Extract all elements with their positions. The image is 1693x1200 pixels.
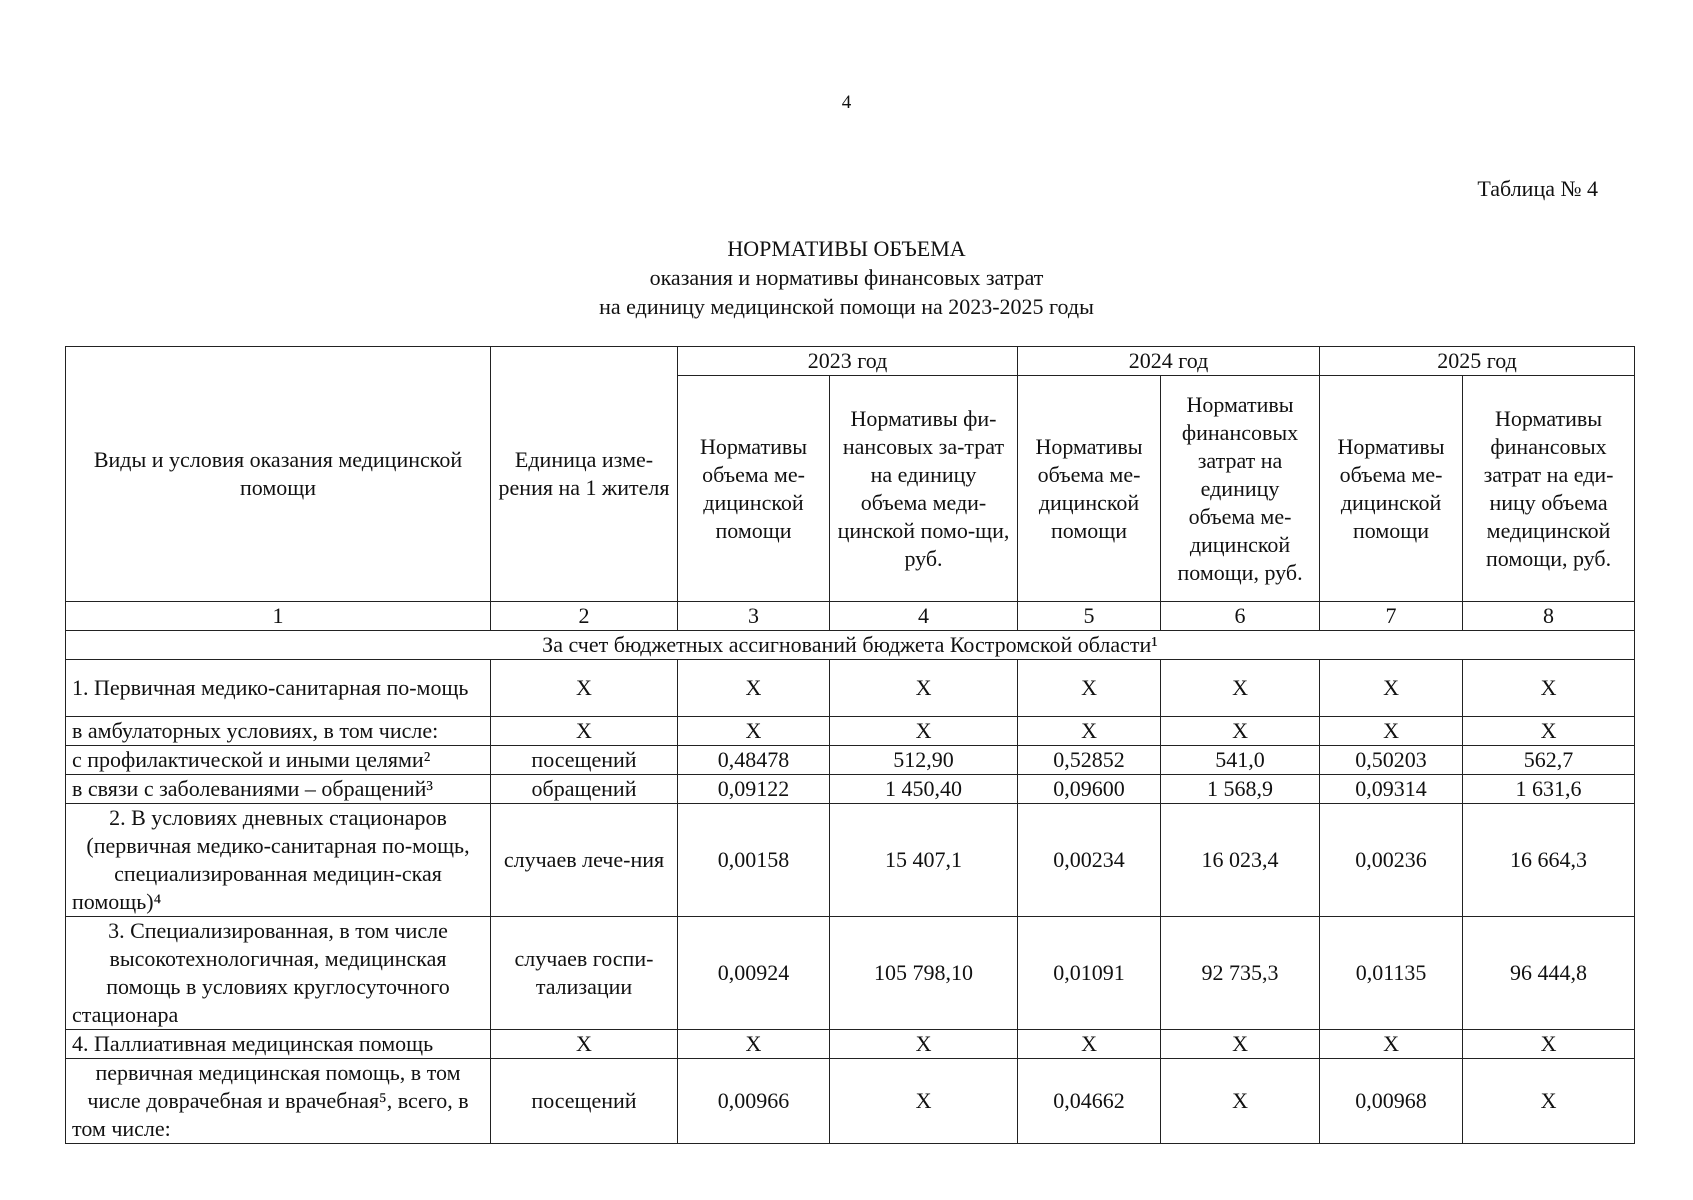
cell-volume-2025: 0,01135 <box>1320 917 1463 1030</box>
row-name: первичная медицинская помощь, в том числе доврачебная и врачебная⁵, всего, в том числе: <box>66 1059 491 1144</box>
cell-cost-2025: X <box>1463 1059 1635 1144</box>
norms-table <box>65 346 1635 1144</box>
table-row <box>66 775 1635 804</box>
row-name: в связи с заболеваниями – обращений³ <box>66 775 491 804</box>
cell-cost-2024: X <box>1161 1059 1320 1144</box>
header-kinds-of-care: Виды и условия оказания медицинской помощи <box>66 347 491 602</box>
column-number: 4 <box>830 602 1018 631</box>
table-row <box>66 917 1635 1030</box>
cell-unit: обращений <box>491 775 678 804</box>
column-number: 3 <box>678 602 830 631</box>
cell-volume-2023: X <box>678 717 830 746</box>
header-year-2024: 2024 год <box>1018 347 1320 376</box>
column-number: 6 <box>1161 602 1320 631</box>
cell-cost-2025: 1 631,6 <box>1463 775 1635 804</box>
row-name: с профилактической и иными целями² <box>66 746 491 775</box>
cell-volume-2024: X <box>1018 717 1161 746</box>
title-line-1: НОРМАТИВЫ ОБЪЕМА <box>727 236 966 261</box>
table-row <box>66 1059 1635 1144</box>
cell-unit: случаев лече-ния <box>491 804 678 917</box>
cell-unit: X <box>491 1030 678 1059</box>
document-title <box>0 234 1693 321</box>
cell-cost-2023: 15 407,1 <box>830 804 1018 917</box>
cell-volume-2025: X <box>1320 660 1463 717</box>
header-cost-2023: Нормативы фи-нансовых за-трат на единицу объема меди-цинской помо-щи, руб. <box>830 376 1018 602</box>
cell-volume-2023: 0,00924 <box>678 917 830 1030</box>
page-number: 4 <box>841 92 852 113</box>
cell-volume-2024: 0,04662 <box>1018 1059 1161 1144</box>
cell-cost-2024: X <box>1161 717 1320 746</box>
cell-cost-2023: 512,90 <box>830 746 1018 775</box>
cell-cost-2023: 1 450,40 <box>830 775 1018 804</box>
header-cost-2025: Нормативы финансовых затрат на еди-ницу объема медицинской помощи, руб. <box>1463 376 1635 602</box>
cell-unit: случаев госпи-тализации <box>491 917 678 1030</box>
cell-volume-2023: 0,48478 <box>678 746 830 775</box>
cell-volume-2024: 0,01091 <box>1018 917 1161 1030</box>
cell-cost-2023: X <box>830 660 1018 717</box>
cell-cost-2025: 16 664,3 <box>1463 804 1635 917</box>
header-year-2023: 2023 год <box>678 347 1018 376</box>
column-number: 1 <box>66 602 491 631</box>
table-row <box>66 804 1635 917</box>
header-row-years <box>66 347 1635 376</box>
cell-volume-2023: X <box>678 660 830 717</box>
header-year-2025: 2025 год <box>1320 347 1635 376</box>
cell-volume-2024: X <box>1018 1030 1161 1059</box>
cell-volume-2023: 0,00158 <box>678 804 830 917</box>
cell-volume-2025: 0,00236 <box>1320 804 1463 917</box>
cell-cost-2023: 105 798,10 <box>830 917 1018 1030</box>
table-row <box>66 717 1635 746</box>
cell-volume-2025: X <box>1320 1030 1463 1059</box>
cell-cost-2024: X <box>1161 660 1320 717</box>
cell-unit: посещений <box>491 1059 678 1144</box>
header-volume-2024: Нормативы объема ме-дицинской помощи <box>1018 376 1161 602</box>
cell-volume-2024: 0,52852 <box>1018 746 1161 775</box>
cell-cost-2024: 92 735,3 <box>1161 917 1320 1030</box>
table-row <box>66 1030 1635 1059</box>
header-volume-2025: Нормативы объема ме-дицинской помощи <box>1320 376 1463 602</box>
cell-cost-2025: X <box>1463 1030 1635 1059</box>
cell-cost-2024: 16 023,4 <box>1161 804 1320 917</box>
table-row <box>66 746 1635 775</box>
cell-volume-2024: 0,09600 <box>1018 775 1161 804</box>
cell-unit: посещений <box>491 746 678 775</box>
cell-cost-2023: X <box>830 717 1018 746</box>
header-unit: Единица изме-рения на 1 жителя <box>491 347 678 602</box>
section-row <box>66 631 1635 660</box>
cell-volume-2024: X <box>1018 660 1161 717</box>
section-title: За счет бюджетных ассигнований бюджета Костромской области¹ <box>66 631 1635 660</box>
column-number: 2 <box>491 602 678 631</box>
header-cost-2024: Нормативы финансовых затрат на единицу объема ме-дицинской помощи, руб. <box>1161 376 1320 602</box>
title-line-2: оказания и нормативы финансовых затрат <box>649 265 1044 290</box>
cell-volume-2023: X <box>678 1030 830 1059</box>
cell-volume-2025: 0,09314 <box>1320 775 1463 804</box>
row-name: 3. Специализированная, в том числе высокотехнологичная, медицинская помощь в условиях круглосуточного стационара <box>66 917 491 1030</box>
row-name: 1. Первичная медико-санитарная по-мощь <box>66 660 491 717</box>
row-name: 2. В условиях дневных стационаров (первичная медико-санитарная по-мощь, специализированная медицин-ская помощь)⁴ <box>66 804 491 917</box>
column-number: 8 <box>1463 602 1635 631</box>
table-number: Таблица № 4 <box>1477 176 1598 201</box>
cell-cost-2024: 1 568,9 <box>1161 775 1320 804</box>
cell-unit: X <box>491 660 678 717</box>
column-numbers-row <box>66 602 1635 631</box>
cell-cost-2025: X <box>1463 717 1635 746</box>
cell-volume-2025: 0,00968 <box>1320 1059 1463 1144</box>
cell-volume-2025: X <box>1320 717 1463 746</box>
row-name: 4. Паллиативная медицинская помощь <box>66 1030 491 1059</box>
cell-volume-2023: 0,00966 <box>678 1059 830 1144</box>
cell-volume-2024: 0,00234 <box>1018 804 1161 917</box>
cell-cost-2023: X <box>830 1030 1018 1059</box>
column-number: 7 <box>1320 602 1463 631</box>
cell-cost-2024: 541,0 <box>1161 746 1320 775</box>
cell-cost-2025: 96 444,8 <box>1463 917 1635 1030</box>
cell-volume-2023: 0,09122 <box>678 775 830 804</box>
header-volume-2023: Нормативы объема ме-дицинской помощи <box>678 376 830 602</box>
table-row <box>66 660 1635 717</box>
title-line-3: на единицу медицинской помощи на 2023-2025 годы <box>599 294 1094 319</box>
cell-cost-2023: X <box>830 1059 1018 1144</box>
cell-volume-2025: 0,50203 <box>1320 746 1463 775</box>
cell-cost-2025: 562,7 <box>1463 746 1635 775</box>
cell-unit: X <box>491 717 678 746</box>
column-number: 5 <box>1018 602 1161 631</box>
row-name: в амбулаторных условиях, в том числе: <box>66 717 491 746</box>
cell-cost-2025: X <box>1463 660 1635 717</box>
cell-cost-2024: X <box>1161 1030 1320 1059</box>
